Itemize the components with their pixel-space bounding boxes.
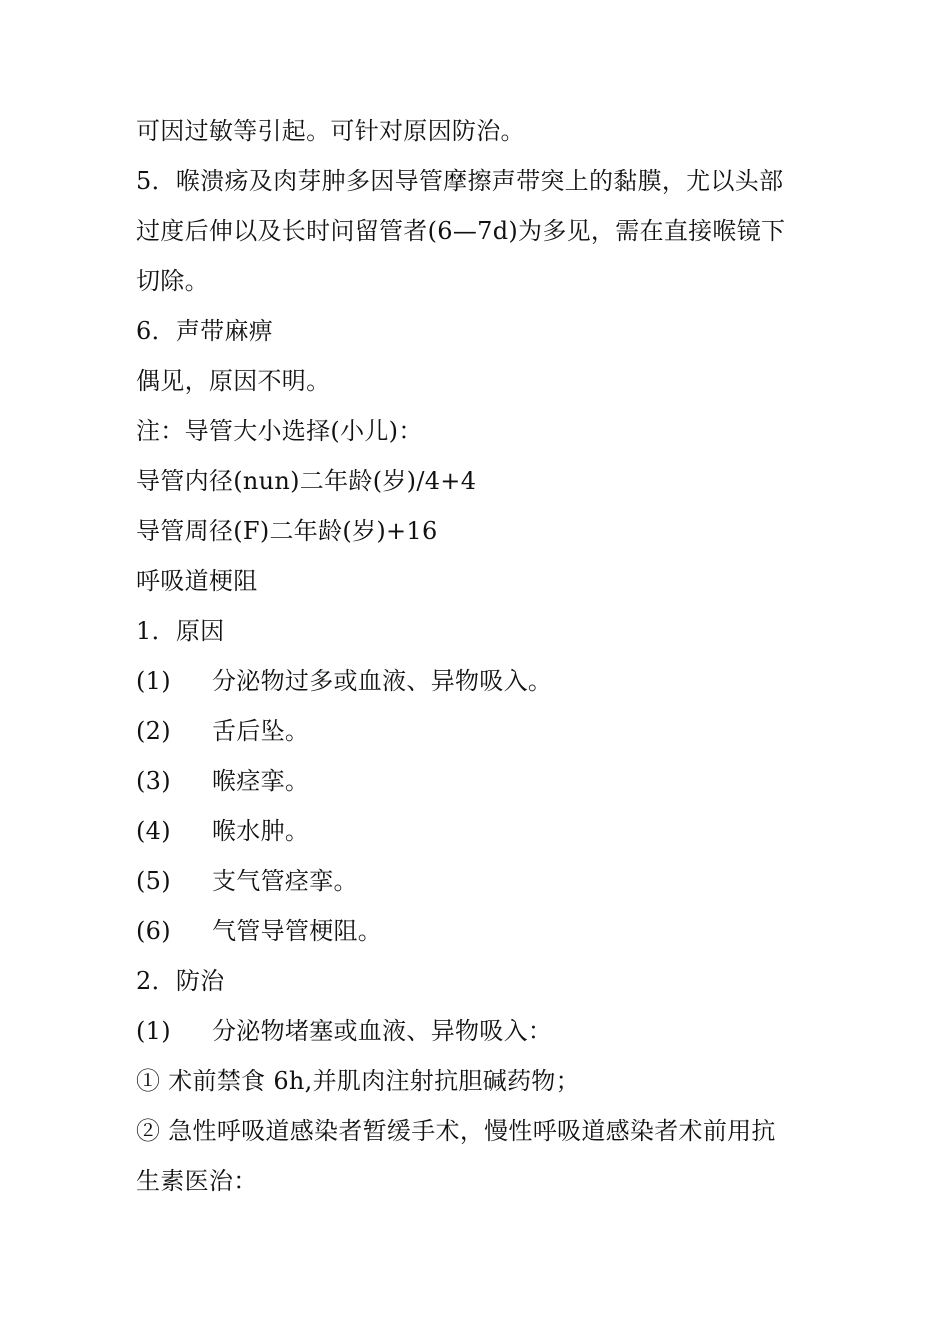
list-item-number: (1) bbox=[136, 1017, 171, 1045]
note-line: 注：导管大小选择(小儿)： bbox=[136, 417, 423, 445]
list-item-number: (6) bbox=[136, 917, 171, 945]
list-item-number: (4) bbox=[136, 817, 171, 845]
paragraph-line: ② 急性呼吸道感染者暂缓手术，慢性呼吸道感染者术前用抗 bbox=[136, 1117, 776, 1145]
list-item-text: 支气管痉挛。 bbox=[212, 867, 358, 895]
paragraph-line: ① 术前禁食 6h,并肌肉注射抗胆碱药物； bbox=[136, 1067, 580, 1095]
list-item-text: 喉水肿。 bbox=[212, 817, 310, 845]
paragraph-line: 切除。 bbox=[136, 267, 209, 295]
document-body bbox=[136, 106, 826, 1206]
section-heading: 1．原因 bbox=[136, 617, 225, 645]
list-item-text: 气管导管梗阻。 bbox=[212, 917, 383, 945]
section-heading: 2．防治 bbox=[136, 967, 225, 995]
list-item-text: 喉痉挛。 bbox=[212, 767, 310, 795]
paragraph-line: 过度后伸以及长时问留管者(6—7d)为多见，需在直接喉镜下 bbox=[136, 217, 786, 245]
list-item-text: 分泌物过多或血液、异物吸入。 bbox=[212, 667, 553, 695]
section-heading: 6．声带麻痹 bbox=[136, 317, 274, 345]
formula-line: 导管周径(F)二年龄(岁)+16 bbox=[136, 517, 438, 545]
list-item bbox=[136, 856, 826, 906]
list-item bbox=[136, 656, 826, 706]
list-item-number: (1) bbox=[136, 667, 171, 695]
list-item bbox=[136, 756, 826, 806]
paragraph-line: 可因过敏等引起。可针对原因防治。 bbox=[136, 117, 525, 145]
list-item bbox=[136, 706, 826, 756]
list-item-text: 分泌物堵塞或血液、异物吸入： bbox=[212, 1017, 553, 1045]
section-title: 呼吸道梗阻 bbox=[136, 567, 258, 595]
list-item bbox=[136, 906, 826, 956]
list-item bbox=[136, 1006, 826, 1056]
paragraph-line: 生素医治： bbox=[136, 1167, 258, 1195]
list-item-number: (2) bbox=[136, 717, 171, 745]
list-item-number: (3) bbox=[136, 767, 171, 795]
paragraph-line: 5．喉溃疡及肉芽肿多因导管摩擦声带突上的黏膜，尤以头部 bbox=[136, 167, 784, 195]
list-item bbox=[136, 806, 826, 856]
paragraph-line: 偶见，原因不明。 bbox=[136, 367, 331, 395]
list-item-text: 舌后坠。 bbox=[212, 717, 310, 745]
formula-line: 导管内径(nun)二年龄(岁)/4+4 bbox=[136, 467, 477, 495]
list-item-number: (5) bbox=[136, 867, 171, 895]
